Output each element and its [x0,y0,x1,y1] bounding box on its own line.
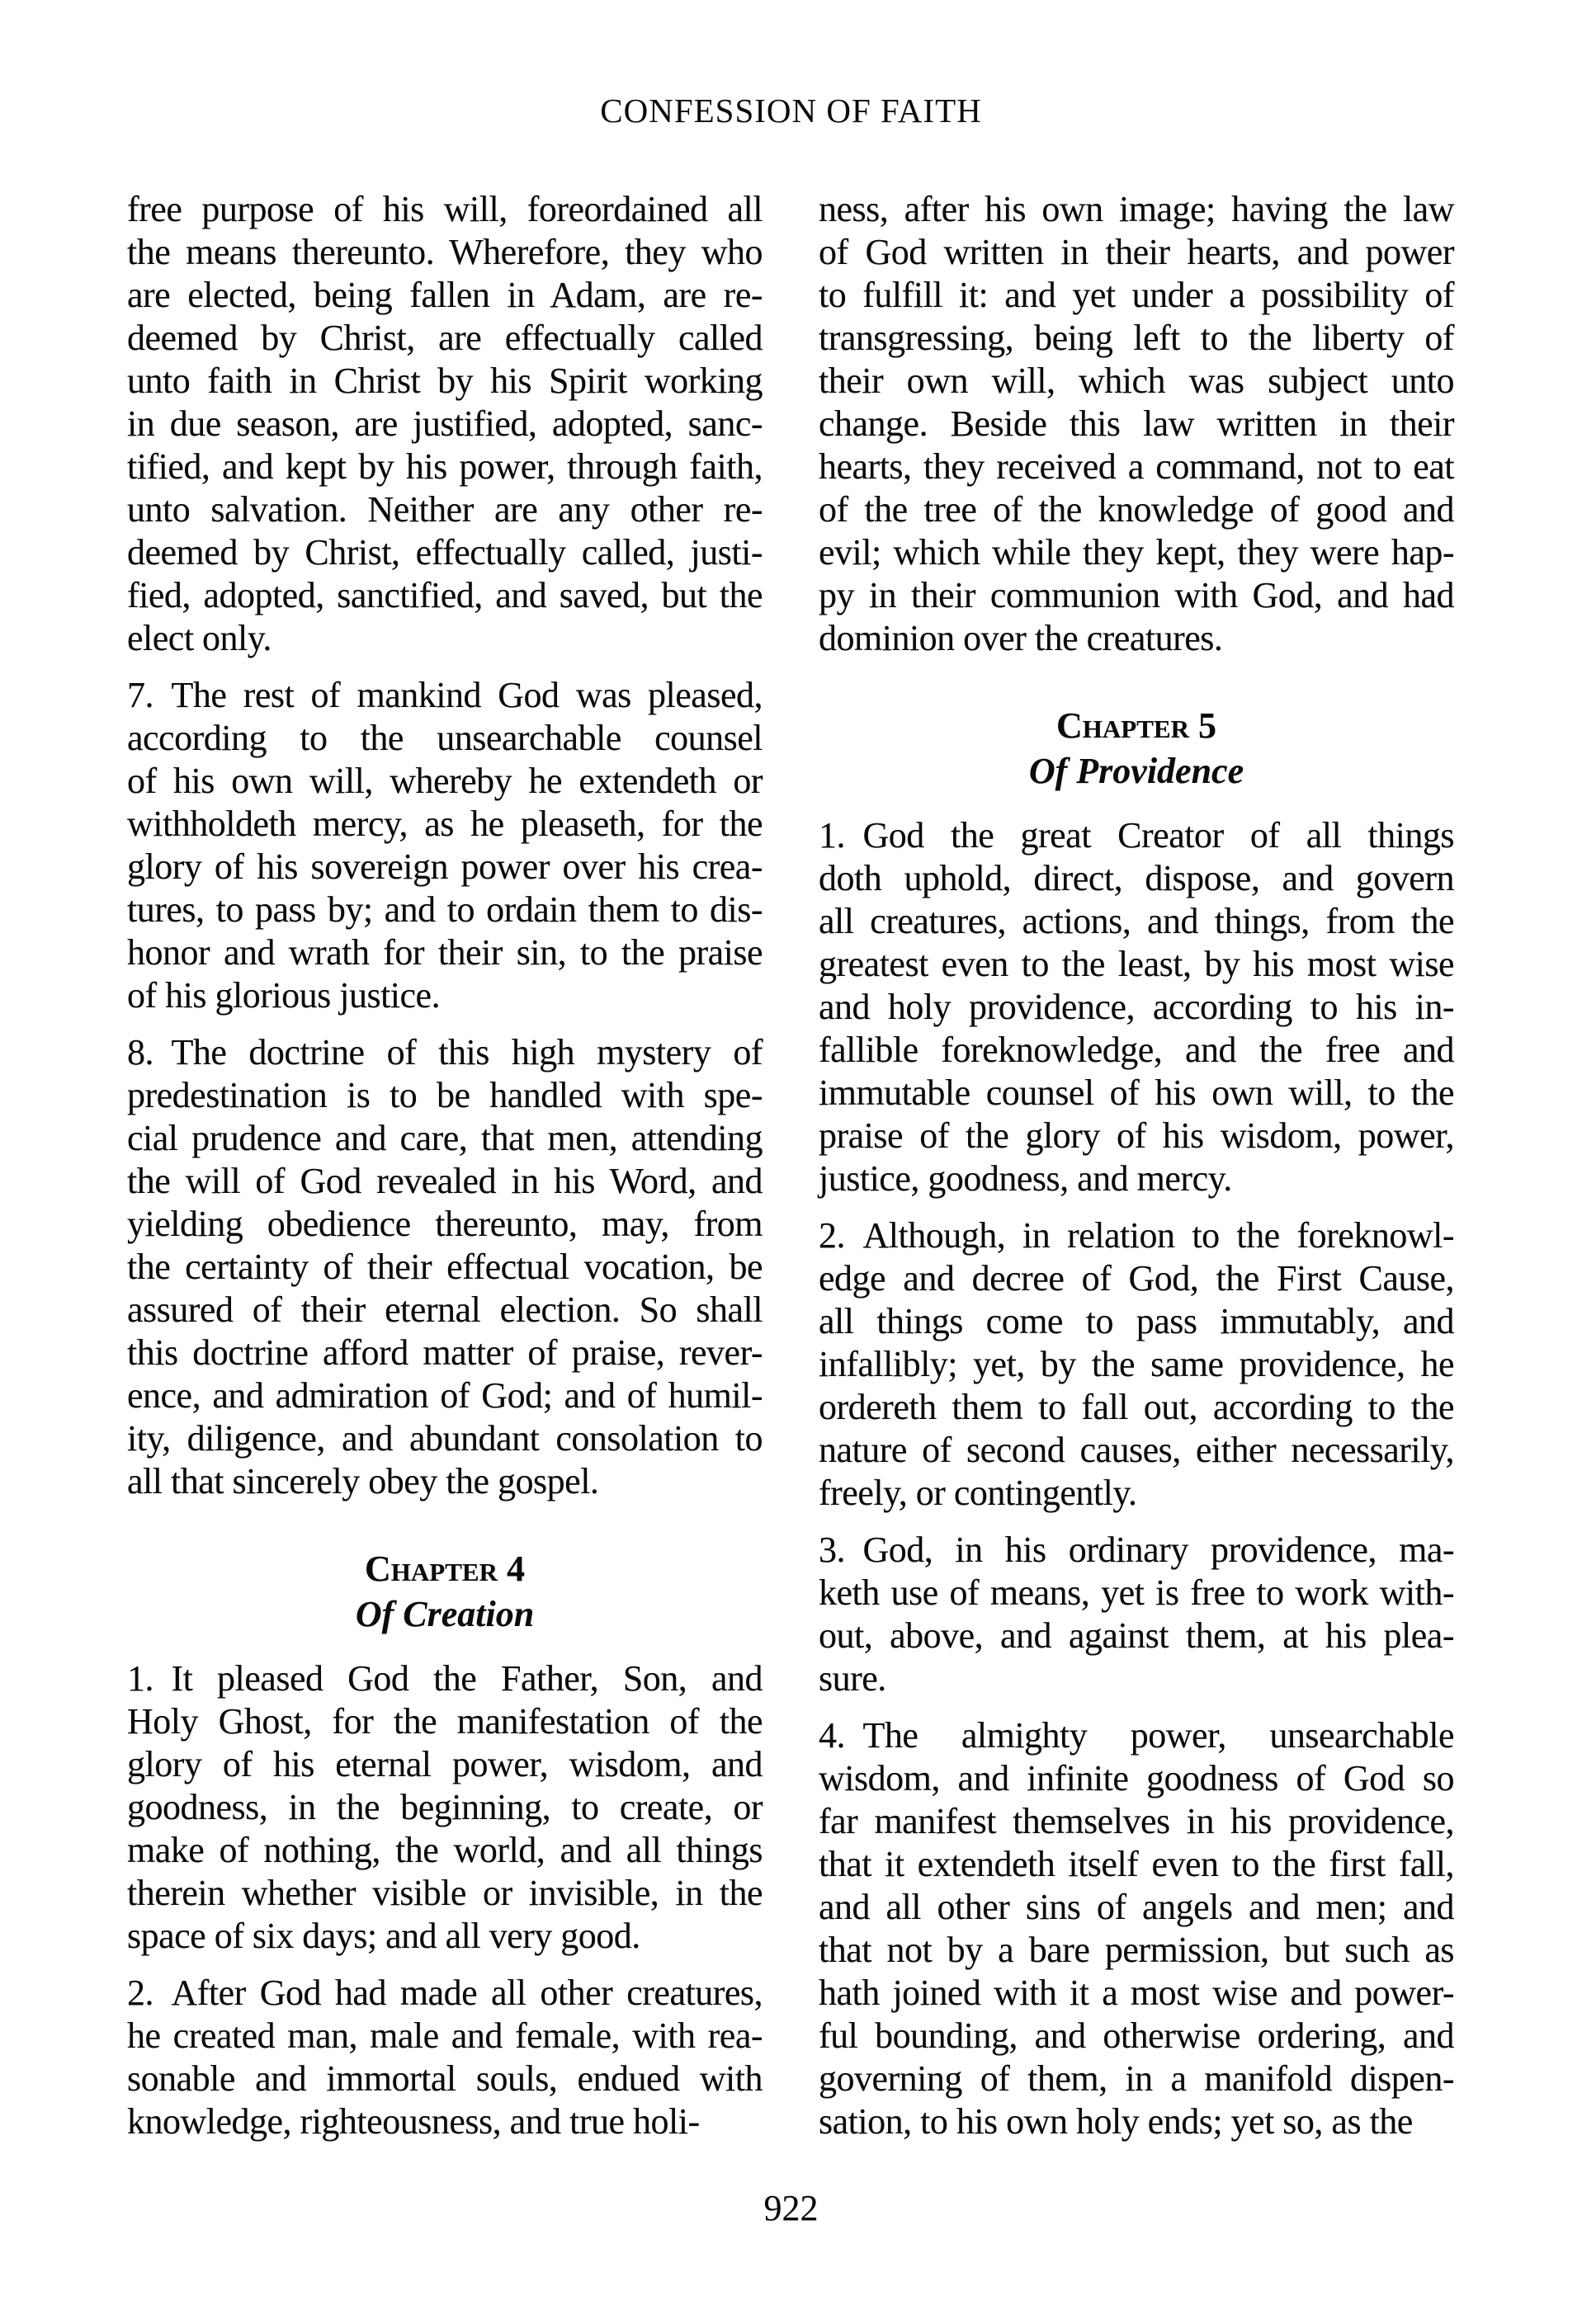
text-line: 1. God the great Creator of all things [819,815,1454,856]
chapter-heading [127,1547,763,1638]
text-line: unto faith in Christ by his Spirit working [127,361,763,401]
text-line: glory of his sovereign power over his crea- [127,846,763,887]
text-line: fallible foreknowledge, and the free and [819,1030,1454,1070]
text-line: Holy Ghost, for the manifestation of the [127,1701,763,1742]
text-line: unto salvation. Neither are any other re- [127,489,763,530]
text-line: the will of God revealed in his Word, and [127,1161,763,1201]
text-line: 4. The almighty power, unsearchable [819,1715,1454,1756]
text-line: change. Beside this law written in their [819,403,1454,444]
text-line: all that sincerely obey the gospel. [127,1461,599,1501]
text-line: fied, adopted, sanctified, and saved, but the [127,575,763,615]
text-line: far manifest themselves in his providence, [819,1801,1454,1841]
paragraph [127,1972,763,2143]
text-line: this doctrine afford matter of praise, rever- [127,1332,763,1373]
paragraph [819,1714,1454,2143]
text-line: glory of his eternal power, wisdom, and [127,1744,763,1784]
text-line: assured of their eternal election. So shall [127,1289,763,1330]
paragraph [819,188,1454,660]
text-columns [127,188,1454,2143]
text-line: keth use of means, yet is free to work with- [819,1572,1454,1613]
paragraph [127,1657,763,1958]
paragraph [127,188,763,660]
text-line: 1. It pleased God the Father, Son, and [127,1658,763,1699]
text-line: that it extendeth itself even to the first fall, [819,1844,1454,1884]
text-line: 8. The doctrine of this high mystery of [127,1032,763,1072]
text-line: hath joined with it a most wise and power- [819,1973,1454,2013]
text-line: ness, after his own image; having the law [819,189,1454,229]
text-line: knowledge, righteousness, and true holi- [127,2101,700,2142]
text-line: their own will, which was subject unto [819,361,1454,401]
text-line: are elected, being fallen in Adam, are re- [127,275,763,315]
text-line: make of nothing, the world, and all things [127,1830,763,1870]
text-line: justice, goodness, and mercy. [819,1158,1232,1199]
text-line: goodness, in the beginning, to create, or [127,1787,763,1827]
text-line: of his own will, whereby he extendeth or [127,761,763,801]
running-header: CONFESSION OF FAITH [600,92,982,130]
left-column [127,188,763,2143]
paragraph [819,1214,1454,1515]
text-line: to fulfill it: and yet under a possibility of [819,275,1454,315]
text-line: deemed by Christ, effectually called, justi- [127,532,763,573]
chapter-number: Chapter 4 [365,1549,525,1589]
text-line: all things come to pass immutably, and [819,1301,1454,1341]
text-line: 2. Although, in relation to the foreknowl- [819,1215,1454,1256]
text-line: edge and decree of God, the First Cause, [819,1258,1454,1299]
text-line: deemed by Christ, are effectually called [127,318,763,358]
text-line: out, above, and against them, at his plea- [819,1615,1454,1656]
text-line: freely, or contingently. [819,1473,1137,1513]
text-line: honor and wrath for their sin, to the praise [127,932,763,973]
text-line: 7. The rest of mankind God was pleased, [127,675,763,715]
chapter-heading [819,704,1454,794]
right-column [819,188,1454,2143]
text-line: of the tree of the knowledge of good and [819,489,1454,530]
text-line: immutable counsel of his own will, to the [819,1072,1454,1113]
page-number: 922 [763,2188,819,2228]
text-line: doth uphold, direct, dispose, and govern [819,858,1454,898]
text-line: ordereth them to fall out, according to the [819,1387,1454,1427]
text-line: sation, to his own holy ends; yet so, as the [819,2101,1413,2142]
text-line: evil; which while they kept, they were hap- [819,532,1454,573]
text-line: infallibly; yet, by the same providence, he [819,1344,1454,1384]
text-line: transgressing, being left to the liberty of [819,318,1454,358]
text-line: ful bounding, and otherwise ordering, and [819,2015,1454,2056]
text-line: py in their communion with God, and had [819,575,1454,615]
text-line: ence, and admiration of God; and of humil- [127,1375,763,1416]
text-line: dominion over the creatures. [819,618,1223,658]
text-line: cial prudence and care, that men, attending [127,1118,763,1158]
text-line: greatest even to the least, by his most wise [819,944,1454,984]
text-line: withholdeth mercy, as he pleaseth, for the [127,804,763,844]
chapter-title: Of Creation [355,1594,535,1634]
text-line: 2. After God had made all other creatures, [127,1973,763,2013]
text-line: 3. God, in his ordinary providence, ma- [819,1530,1454,1570]
text-line: yielding obedience thereunto, may, from [127,1204,763,1244]
text-line: wisdom, and infinite goodness of God so [819,1758,1454,1798]
text-line: elect only. [127,618,272,658]
text-line: the means thereunto. Wherefore, they who [127,232,763,272]
text-line: of his glorious justice. [127,975,441,1016]
text-line: hearts, they received a command, not to eat [819,446,1454,487]
text-line: therein whether visible or invisible, in the [127,1873,763,1913]
text-line: sure. [819,1658,886,1699]
text-line: that not by a bare permission, but such as [819,1930,1454,1970]
text-line: nature of second causes, either necessarily, [819,1430,1454,1470]
text-line: of God written in their hearts, and power [819,232,1454,272]
text-line: ity, diligence, and abundant consolation to [127,1418,763,1459]
text-line: tified, and kept by his power, through faith, [127,446,763,487]
text-line: predestination is to be handled with spe- [127,1075,763,1115]
chapter-number: Chapter 5 [1056,705,1216,746]
paragraph [819,814,1454,1200]
chapter-title: Of Providence [1028,751,1244,791]
paragraph [127,674,763,1017]
text-line: he created man, male and female, with rea- [127,2015,763,2056]
text-line: the certainty of their effectual vocation, be [127,1247,763,1287]
text-line: all creatures, actions, and things, from the [819,901,1454,941]
text-line: free purpose of his will, foreordained all [127,189,763,229]
text-line: governing of them, in a manifold dispen- [819,2058,1454,2099]
paragraph [127,1031,763,1503]
text-line: sonable and immortal souls, endued with [127,2058,763,2099]
text-line: according to the unsearchable counsel [127,718,763,758]
text-line: in due season, are justified, adopted, sanc- [127,403,763,444]
text-line: and holy providence, according to his in- [819,987,1454,1027]
text-line: and all other sins of angels and men; and [819,1887,1454,1927]
text-line: praise of the glory of his wisdom, power, [819,1115,1454,1156]
text-line: space of six days; and all very good. [127,1916,640,1956]
text-line: tures, to pass by; and to ordain them to dis- [127,889,763,930]
paragraph [819,1529,1454,1700]
